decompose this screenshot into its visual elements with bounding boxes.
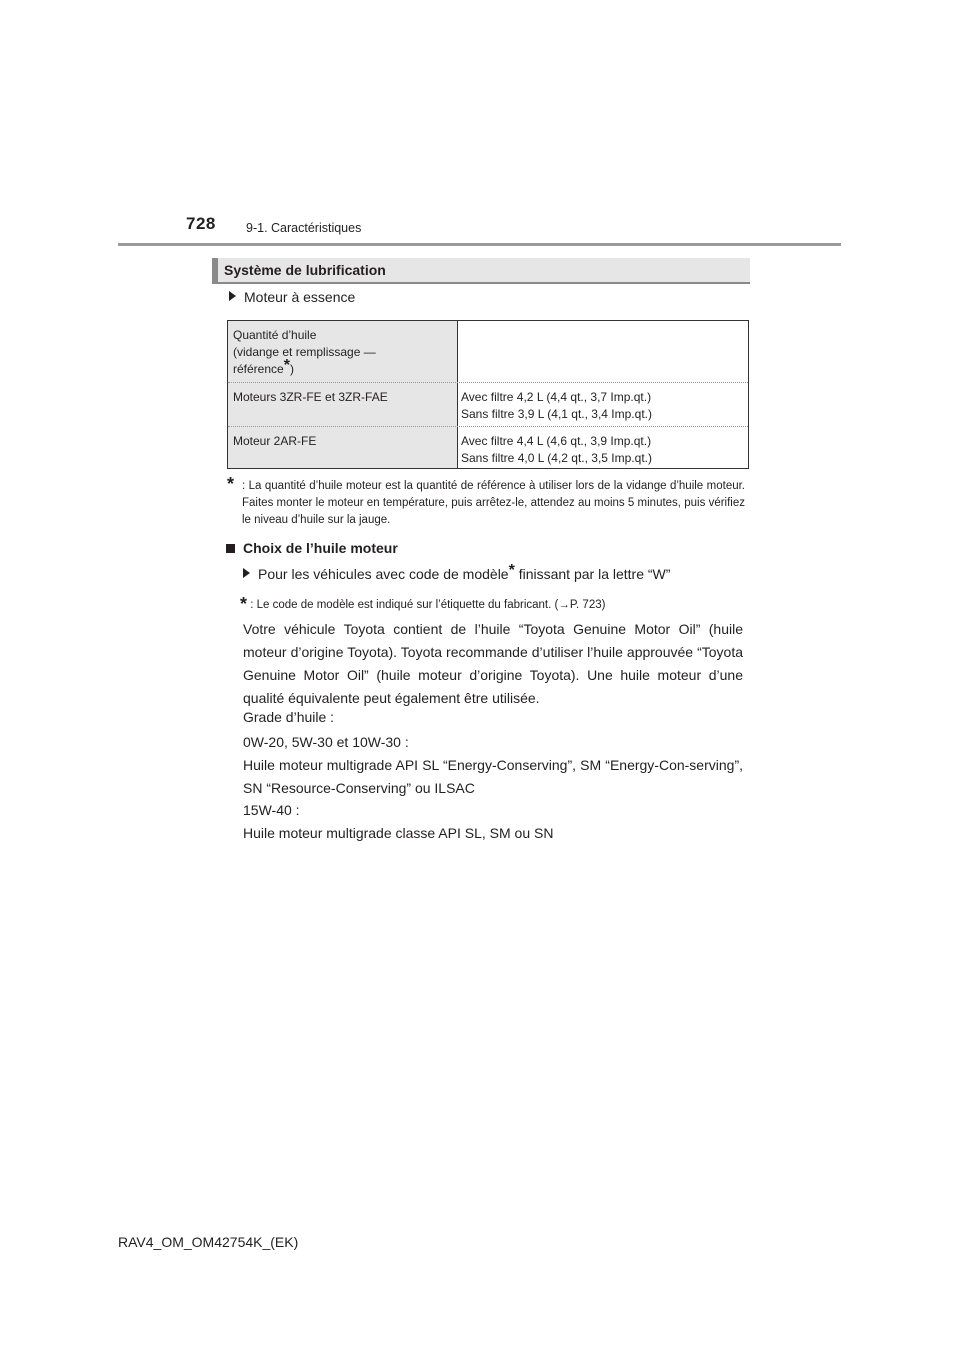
page-number: 728 [186,214,216,233]
grade-block-1 [243,731,743,800]
table-value-line: Sans filtre 3,9 L (4,1 qt., 3,4 Imp.qt.) [461,407,652,421]
table-row-label: Moteurs 3ZR-FE et 3ZR-FAE [233,390,388,404]
oil-choice-heading [226,540,398,556]
footnote-oil-capacity [227,474,745,529]
table-value-line: Avec filtre 4,4 L (4,6 qt., 3,9 Imp.qt.) [461,434,652,448]
triangle-bullet-icon [229,291,236,301]
bullet-text-after: finissant par la lettre “W” [514,566,671,582]
table-header-ref: référence [233,362,284,376]
grade-label: Grade d’huile : [243,709,335,725]
grade-block-2 [243,799,743,845]
footnote-star: * [240,594,248,614]
triangle-bullet-icon [243,568,250,578]
oil-capacity-table [227,320,749,469]
table-header-star: * [283,357,290,374]
section-title: Système de lubrification [224,262,386,278]
table-row-label: Moteur 2AR-FE [233,434,317,448]
square-bullet-icon [226,544,235,553]
oil-choice-heading-text: Choix de l’huile moteur [243,540,398,556]
sub-heading-text: Moteur à essence [244,289,356,305]
model-code-bullet [243,562,671,582]
table-header-cell [233,327,453,378]
grade-title: 15W-40 : [243,802,300,818]
footnote-model-code [240,592,605,613]
grade-description: Huile moteur multigrade API SL “Energy-Conserving”, SM “Energy-Con-serving”, SN “Resource-Conserving” ou ILSAC [243,757,743,796]
table-header-line3 [233,357,453,378]
table-row-divider [228,382,748,383]
table-header-close: ) [289,362,294,376]
table-header-line1: Quantité d’huile [233,328,317,342]
section-title-bar [212,258,750,284]
oil-recommendation-paragraph: Votre véhicule Toyota contient de l’huile “Toyota Genuine Motor Oil” (huile moteur d’origine Toyota). Toyota recommande d’utiliser l’huile approuvée “Toyota Genuine Motor Oil” (huile moteur d’origine Toyota). Une huile moteur d’une qualité équivalente peut également être utilisée. [243,621,743,706]
bullet-text-before: Pour les véhicules avec code de modèle [258,566,509,582]
table-value-line: Avec filtre 4,2 L (4,4 qt., 3,7 Imp.qt.) [461,390,652,404]
footnote-text: : La quantité d’huile moteur est la quantité de référence à utiliser lors de la vidange d’huile moteur. Faites monter le moteur en température, puis arrêtez-le, attendez au moins 5 minutes, puis vérifiez le niveau d’huile sur la jauge. [242,480,745,526]
table-row-divider [228,426,748,427]
document-code: RAV4_OM_OM42754K_(EK) [118,1234,299,1250]
sub-heading [229,289,355,305]
header-divider [118,243,841,246]
grade-description: Huile moteur multigrade classe API SL, SM ou SN [243,825,554,841]
section-label: 9-1. Caractéristiques [246,221,362,235]
table-row-value [461,389,746,423]
table-header-line2: (vidange et remplissage — [233,345,376,359]
table-row-value [461,433,746,467]
grade-title: 0W-20, 5W-30 et 10W-30 : [243,734,409,750]
title-accent-bar [212,258,218,284]
footnote-star: * [227,474,235,494]
footnote-text: : Le code de modèle est indiqué sur l’étiquette du fabricant. (→P. 723) [247,599,606,611]
table-value-line: Sans filtre 4,0 L (4,2 qt., 3,5 Imp.qt.) [461,451,652,465]
bullet-star: * [508,562,515,579]
